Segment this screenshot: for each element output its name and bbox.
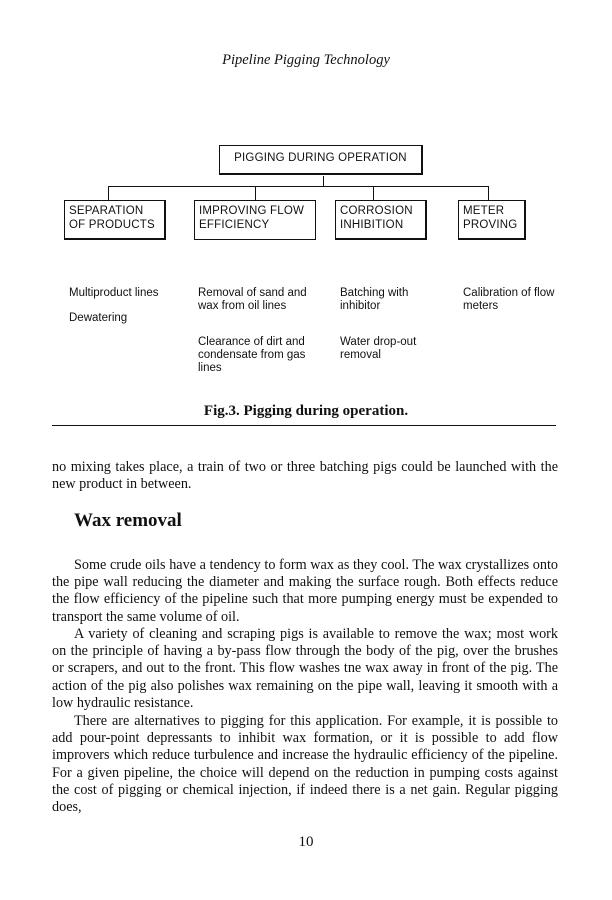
running-header: Pipeline Pigging Technology: [222, 52, 390, 68]
category-label-line: IMPROVING FLOW: [199, 205, 305, 217]
item-calibration-meters: Calibration of flow meters: [463, 287, 555, 312]
connector-root-down: [323, 176, 324, 186]
category-label-line: SEPARATION: [69, 205, 144, 217]
item-water-dropout: Water drop-out removal: [340, 336, 417, 361]
connector-horizontal: [108, 186, 488, 187]
item-multiproduct-lines: Multiproduct lines: [69, 287, 159, 299]
diagram-root-label: PIGGING DURING OPERATION: [234, 152, 407, 164]
paragraph-3: There are alternatives to pigging for this application. For example, it is possible to add pour-point depressants to inhibit wax formation, or it is possible to add flow improvers which reduce turbulence and increase the hydraulic efficiency of the pipeline. For a given pipeline, the choice will depend on the reduction in pumping costs against the cost of pigging or chemical injection, if indeed there is a net gain. Regular pigging does,: [52, 713, 558, 816]
category-label-line: METER: [463, 205, 505, 217]
diagram-root-box: [219, 145, 423, 175]
continuation-paragraph: no mixing takes place, a train of two or three batching pigs could be launched with the new product in between.: [52, 459, 558, 493]
category-label-line: CORROSION: [340, 205, 413, 217]
item-clearance-dirt: Clearance of dirt and condensate from gas lines: [198, 336, 306, 374]
category-label-line: EFFICIENCY: [199, 219, 270, 231]
connector-col1: [108, 186, 109, 200]
category-label-line: INHIBITION: [340, 219, 404, 231]
connector-col4: [488, 186, 489, 200]
item-batching-inhibitor: Batching with inhibitor: [340, 287, 409, 312]
connector-col2: [255, 186, 256, 200]
category-box-corrosion: [335, 200, 427, 240]
connector-col3: [373, 186, 374, 200]
figure-caption: Fig.3. Pigging during operation.: [203, 403, 409, 419]
paragraph-2: A variety of cleaning and scraping pigs is available to remove the wax; most work on the principle of having a by-pass flow through the body of the pig, over the brushes or scrapers, and out to the front. This flow washes tne wax away in front of the pig. The action of the pig also polishes wax remaining on the pipe wall, leaving it smooth with a low hydraulic resistance.: [52, 626, 558, 711]
section-heading: Wax removal: [74, 510, 182, 531]
item-removal-sand-wax: Removal of sand and wax from oil lines: [198, 287, 307, 312]
caption-rule: [52, 425, 556, 426]
category-box-flow-efficiency: [194, 200, 316, 240]
category-box-meter-proving: [458, 200, 526, 240]
category-label-line: PROVING: [463, 219, 518, 231]
category-label-line: OF PRODUCTS: [69, 219, 155, 231]
paragraph-1: Some crude oils have a tendency to form wax as they cool. The wax crystallizes onto the pipe wall reducing the diameter and making the surface rough. Both effects reduce the flow efficiency of the pipeline such that more pumping energy must be expended to transport the same volume of oil.: [52, 557, 558, 625]
item-dewatering: Dewatering: [69, 312, 128, 324]
category-box-separation: [64, 200, 166, 240]
page-number: 10: [298, 834, 314, 850]
